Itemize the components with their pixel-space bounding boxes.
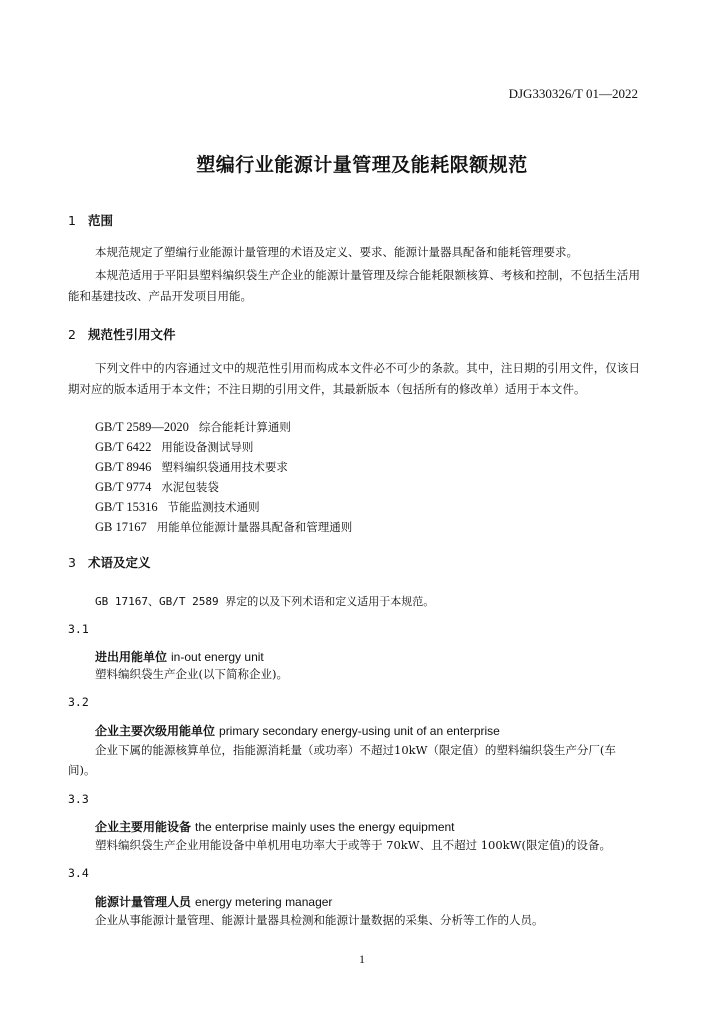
clause-number: 3.4	[68, 866, 89, 880]
term-english: primary secondary energy-using unit of an enterprise	[219, 724, 500, 738]
section-number: 3	[68, 555, 76, 570]
section-number: 1	[68, 213, 76, 228]
standard-code: DJG330326/T 01—2022	[508, 86, 638, 101]
term-entry	[95, 722, 500, 739]
page-number: 1	[359, 952, 365, 966]
term-definition: 塑料编织袋生产企业(以下简称企业)。	[95, 667, 288, 681]
reference-code: GB/T 9774	[95, 480, 152, 494]
term-definition: 塑料编织袋生产企业用能设备中单机用电功率大于或等于 70kW、且不超过 100kW(限定值)的设备。	[95, 838, 611, 852]
reference-code: GB/T 2589—2020	[95, 420, 189, 434]
term-definition: 企业从事能源计量管理、能源计量器具检测和能源计量数据的采集、分析等工作的人员。	[95, 913, 544, 927]
section-heading-1	[68, 211, 113, 229]
reference-name: 塑料编织袋通用技术要求	[161, 460, 288, 474]
reference-item	[95, 519, 352, 535]
reference-name: 用能单位能源计量器具配备和管理通则	[156, 520, 353, 534]
scope-paragraph-1: 本规范规定了塑编行业能源计量管理的术语及定义、要求、能源计量器具配备和能耗管理要求。	[95, 245, 578, 259]
term-english: the enterprise mainly uses the energy equipment	[195, 820, 455, 834]
reference-item	[95, 479, 219, 495]
reference-code: GB/T 8946	[95, 460, 152, 474]
term-definition: 企业下属的能源核算单位，指能源消耗量（或功率）不超过10kW（限定值）的塑料编织袋生产分厂(车间)。	[68, 743, 616, 777]
clause-number: 3.1	[68, 622, 89, 636]
reference-item	[95, 499, 260, 515]
term-entry	[95, 893, 332, 910]
document-title: 塑编行业能源计量管理及能耗限额规范	[196, 154, 528, 176]
reference-code: GB/T 15316	[95, 500, 158, 514]
reference-name: 节能监测技术通则	[167, 500, 260, 514]
reference-name: 综合能耗计算通则	[198, 420, 291, 434]
term-entry	[95, 648, 264, 665]
term-chinese: 企业主要次级用能单位	[95, 724, 216, 738]
reference-name: 水泥包装袋	[161, 480, 219, 494]
term-english: in-out energy unit	[171, 650, 264, 664]
terms-intro: GB 17167、GB/T 2589 界定的以及下列术语和定义适用于本规范。	[95, 595, 435, 608]
reference-code: GB/T 6422	[95, 440, 152, 454]
section-number: 2	[68, 327, 76, 342]
reference-name: 用能设备测试导则	[161, 440, 254, 454]
term-chinese: 进出用能单位	[95, 650, 168, 664]
term-entry	[95, 818, 455, 835]
reference-code: GB 17167	[95, 520, 147, 534]
clause-number: 3.3	[68, 792, 89, 806]
section-heading-3	[68, 553, 151, 571]
reference-item	[95, 419, 291, 435]
section-title: 规范性引用文件	[88, 327, 176, 342]
references-paragraph: 下列文件中的内容通过文中的规范性引用而构成本文件必不可少的条款。其中，注日期的引用文件，仅该日期对应的版本适用于本文件；不注日期的引用文件，其最新版本（包括所有的修改单）适用于本文件。	[68, 361, 640, 396]
section-heading-2	[68, 325, 176, 343]
reference-item	[95, 459, 288, 475]
term-chinese: 企业主要用能设备	[95, 820, 192, 834]
term-chinese: 能源计量管理人员	[95, 895, 192, 909]
section-title: 范围	[88, 213, 114, 228]
clause-number: 3.2	[68, 695, 89, 709]
section-title: 术语及定义	[88, 555, 151, 570]
scope-paragraph-2: 本规范适用于平阳县塑料编织袋生产企业的能源计量管理及综合能耗限额核算、考核和控制，不包括生活用能和基建技改、产品开发项目用能。	[68, 268, 640, 303]
reference-item	[95, 439, 253, 455]
term-english: energy metering manager	[195, 895, 333, 909]
